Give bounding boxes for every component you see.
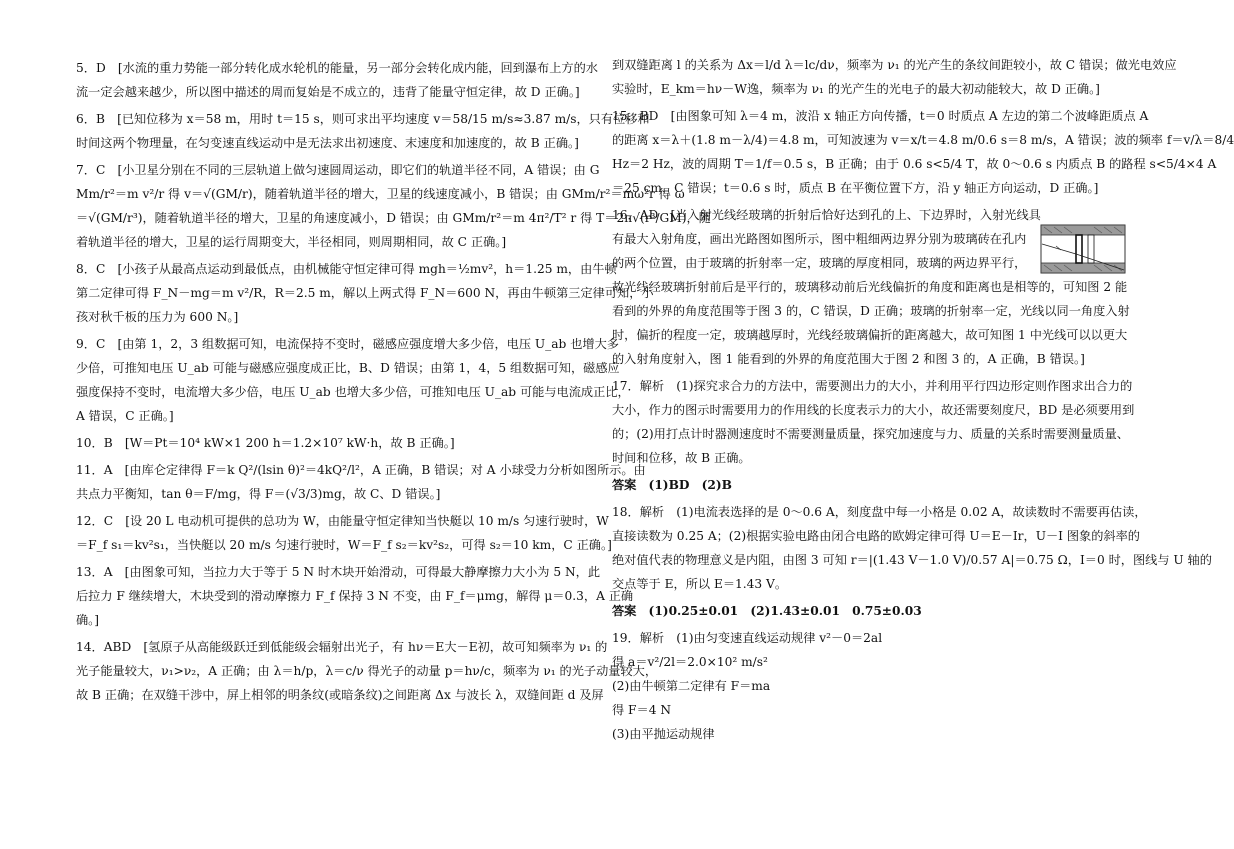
answer-line: 时间这两个物理量，在匀变速直线运动中是无法求出初速度、末速度和加速度的，故 B 正确。] bbox=[76, 136, 579, 150]
answer-line: 流一定会越来越少，所以图中描述的周而复始是不成立的，违背了能量守恒定律，故 D 正确。] bbox=[76, 85, 580, 99]
answer-line: 10．B [W＝Pt＝10⁴ kW×1 200 h＝1.2×10⁷ kW·h，故 B 正确。] bbox=[76, 436, 455, 450]
answer-line: 19．解析 (1)由匀变速直线运动规律 v²－0＝2al bbox=[612, 631, 883, 645]
answer-line: 少倍，可推知电压 U_ab 可能与磁感应强度成正比，B、D 错误；由第 1，4，5 组数据可知，磁感应 bbox=[76, 361, 620, 375]
answer-line: 12．C [设 20 L 电动机可提供的总功为 W，由能量守恒定律知当快艇以 10 m/s 匀速行驶时，W bbox=[76, 514, 609, 528]
answer-line: 17．解析 (1)探究求合力的方法中，需要测出力的大小，并利用平行四边形定则作图求出合力的 bbox=[612, 379, 1133, 393]
answer-line: (2)由牛顿第二定律有 F＝ma bbox=[612, 679, 771, 693]
answer-line: 有最大入射角度，画出光路图如图所示，图中粗细两边界分别为玻璃砖在孔内 bbox=[612, 232, 1027, 246]
answer-line: 故光线经玻璃折射前后是平行的，玻璃移动前后光线偏折的角度和距离也是相等的，可知图 2 能 bbox=[612, 280, 1128, 294]
answer-line: 第二定律可得 F_N－mg＝m v²/R，R＝2.5 m，解以上两式得 F_N＝600 N，再由牛顿第三定律可知，小 bbox=[76, 286, 654, 300]
answer-line: 18．解析 (1)电流表选择的是 0～0.6 A，刻度盘中每一小格是 0.02 A，故读数时不需要再估读， bbox=[612, 505, 1147, 519]
answer-line: 16．AD [当入射光线经玻璃的折射后恰好达到孔的上、下边界时，入射光线具 bbox=[612, 208, 1041, 222]
answer-14 bbox=[76, 635, 658, 707]
answer-line: 时，偏折的程度一定，玻璃越厚时，光线经玻璃偏折的距离越大，故可知图 1 中光线可以以更大 bbox=[612, 328, 1128, 342]
answer-17 bbox=[612, 374, 1135, 470]
answer-line: 答案 (1)BD (2)B bbox=[612, 478, 732, 492]
answer-14-continued bbox=[612, 53, 1177, 101]
answer-18-result bbox=[612, 599, 1126, 623]
answer-line: 14．ABD [氢原子从高能级跃迁到低能级会辐射出光子，有 hν＝E大－E初，故可知频率为 ν₁ 的 bbox=[76, 640, 608, 654]
answer-9 bbox=[76, 332, 630, 428]
answer-line: ＝25 cm，C 错误；t＝0.6 s 时，质点 B 在平衡位置下方，沿 y 轴正方向运动，D 正确。] bbox=[612, 181, 1099, 195]
answer-line: 实验时，E_km＝hν－W逸，频率为 ν₁ 的光产生的光电子的最大初动能较大，故 D 正确。] bbox=[612, 82, 1100, 96]
answer-line: 确。] bbox=[76, 613, 100, 627]
answer-line: 得 F＝4 N bbox=[612, 703, 671, 717]
answer-line: 看到的外界的角度范围等于图 3 的，C 错误，D 正确；玻璃的折射率一定，光线以同一角度入射 bbox=[612, 304, 1130, 318]
answer-line: 共点力平衡知，tan θ＝F/mg，得 F＝(√3/3)mg，故 C、D 错误。] bbox=[76, 487, 441, 501]
answer-line: 后拉力 F 继续增大，木块受到的滑动摩擦力 F_f 保持 3 N 不变，由 F_f＝μmg，解得 μ＝0.3，A 正确 bbox=[76, 589, 634, 603]
answer-line: ＝√(GM/r³)，随着轨道半径的增大，卫星的角速度减小，D 错误；由 GMm/r²＝m 4π²/T² r 得 T＝2π√(r³/GM)，随 bbox=[76, 211, 711, 225]
answer-line: 孩对秋千板的压力为 600 N。] bbox=[76, 310, 239, 324]
answer-line: 的两个位置，由于玻璃的折射率一定，玻璃的厚度相同，玻璃的两边界平行， bbox=[612, 256, 1027, 270]
answer-7 bbox=[76, 158, 711, 254]
answer-18 bbox=[612, 500, 1212, 596]
answer-line: 答案 (1)0.25±0.01 (2)1.43±0.01 0.75±0.03 bbox=[612, 604, 922, 618]
answer-line: 得 a＝v²/2l＝2.0×10² m/s² bbox=[612, 655, 768, 669]
answer-line: ＝F_f s₁＝kv²s₁，当快艇以 20 m/s 匀速行驶时，W＝F_f s₂＝kv²s₂，可得 s₂＝10 km，C 正确。] bbox=[76, 538, 612, 552]
answer-line: 大小，作力的图示时需要用力的作用线的长度表示力的大小，故还需要刻度尺，BD 是必须要用到 bbox=[612, 403, 1135, 417]
answer-line: 7．C [小卫星分别在不同的三层轨道上做匀速圆周运动，即它们的轨道半径不同，A 错误；由 G bbox=[76, 163, 600, 177]
answer-15 bbox=[612, 104, 1234, 200]
answer-line: Mm/r²＝m v²/r 得 v＝√(GM/r)，随着轨道半径的增大，卫星的线速度减小，B 错误；由 GMm/r²＝mω²r 得 ω bbox=[76, 187, 685, 201]
answer-line: Hz＝2 Hz，波的周期 T＝1/f＝0.5 s，B 正确；由于 0.6 s<5/4 T，故 0～0.6 s 内质点 B 的路程 s<5/4×4 A bbox=[612, 157, 1217, 171]
answer-line: 8．C [小孩子从最高点运动到最低点，由机械能守恒定律可得 mgh＝½mv²，h＝1.25 m，由牛顿 bbox=[76, 262, 617, 276]
answer-line: 到双缝距离 l 的关系为 Δx＝l/d λ＝lc/dν，频率为 ν₁ 的光产生的条纹间距较小，故 C 错误；做光电效应 bbox=[612, 58, 1177, 72]
answer-line: A 错误，C 正确。] bbox=[76, 409, 174, 423]
answer-13 bbox=[76, 560, 634, 632]
answer-line: 15．BD [由图象可知 λ＝4 m，波沿 x 轴正方向传播，t＝0 时质点 A 左边的第二个波峰距质点 A bbox=[612, 109, 1149, 123]
answer-19 bbox=[612, 626, 1126, 746]
answer-17-result bbox=[612, 473, 1126, 497]
answer-5 bbox=[76, 56, 598, 104]
answer-line: 9．C [由第 1，2，3 组数据可知，电流保持不变时，磁感应强度增大多少倍，电压 U_ab 也增大多 bbox=[76, 337, 619, 351]
answer-line: (3)由平抛运动规律 bbox=[612, 727, 715, 741]
answer-line: 着轨道半径的增大，卫星的运行周期变大，半径相同，则周期相同，故 C 正确。] bbox=[76, 235, 507, 249]
answer-8 bbox=[76, 257, 654, 329]
answer-line: 交点等于 E，所以 E＝1.43 V。 bbox=[612, 577, 788, 591]
answer-6 bbox=[76, 107, 650, 155]
right-column bbox=[612, 53, 1234, 746]
answer-line: 5．D [水流的重力势能一部分转化成水轮机的能量，另一部分会转化成内能，回到瀑布上方的水 bbox=[76, 61, 598, 75]
answer-11 bbox=[76, 458, 646, 506]
answer-12 bbox=[76, 509, 612, 557]
answer-line: 6．B [已知位移为 x＝58 m，用时 t＝15 s，则可求出平均速度 v＝58/15 m/s≈3.87 m/s，只有位移和 bbox=[76, 112, 650, 126]
answer-line: 故 B 正确；在双缝干涉中，屏上相邻的明条纹(或暗条纹)之间距离 Δx 与波长 λ，双缝间距 d 及屏 bbox=[76, 688, 604, 702]
answer-line: 的；(2)用打点计时器测速度时不需要测量质量，探究加速度与力、质量的关系时需要测量质量、 bbox=[612, 427, 1129, 441]
answer-line: 绝对值代表的物理意义是内阻，由图 3 可知 r＝|(1.43 V－1.0 V)/0.57 A|＝0.75 Ω，I＝0 时，图线与 U 轴的 bbox=[612, 553, 1212, 567]
answer-line: 光子能量较大，ν₁>ν₂，A 正确；由 λ＝h/p，λ＝c/ν 得光子的动量 p＝hν/c，频率为 ν₁ 的光子动量较大， bbox=[76, 664, 658, 678]
answer-line: 的距离 x＝λ＋(1.8 m－λ/4)＝4.8 m，可知波速为 v＝x/t＝4.8 m/0.6 s＝8 m/s，A 错误；波的频率 f＝v/λ＝8/4 bbox=[612, 133, 1234, 147]
answer-line: 13．A [由图象可知，当拉力大于等于 5 N 时木块开始滑动，可得最大静摩擦力大小为 5 N，此 bbox=[76, 565, 601, 579]
answer-line: 时间和位移，故 B 正确。 bbox=[612, 451, 751, 465]
glass-refraction-figure bbox=[1040, 224, 1126, 274]
answer-line: 强度保持不变时，电流增大多少倍，电压 U_ab 也增大多少倍，可推知电压 U_ab 可能与电流成正比， bbox=[76, 385, 630, 399]
answer-line: 直接读数为 0.25 A；(2)根据实验电路由闭合电路的欧姆定律可得 U＝E－Ir，U－I 图象的斜率的 bbox=[612, 529, 1140, 543]
answer-line: 的入射角度射入，图 1 能看到的外界的角度范围大于图 2 和图 3 的，A 正确，B 错误。] bbox=[612, 352, 1085, 366]
answer-line: 11．A [由库仑定律得 F＝k Q²/(lsin θ)²＝4kQ²/l²，A 正确，B 错误；对 A 小球受力分析如图所示。由 bbox=[76, 463, 646, 477]
answer-10 bbox=[76, 431, 588, 455]
